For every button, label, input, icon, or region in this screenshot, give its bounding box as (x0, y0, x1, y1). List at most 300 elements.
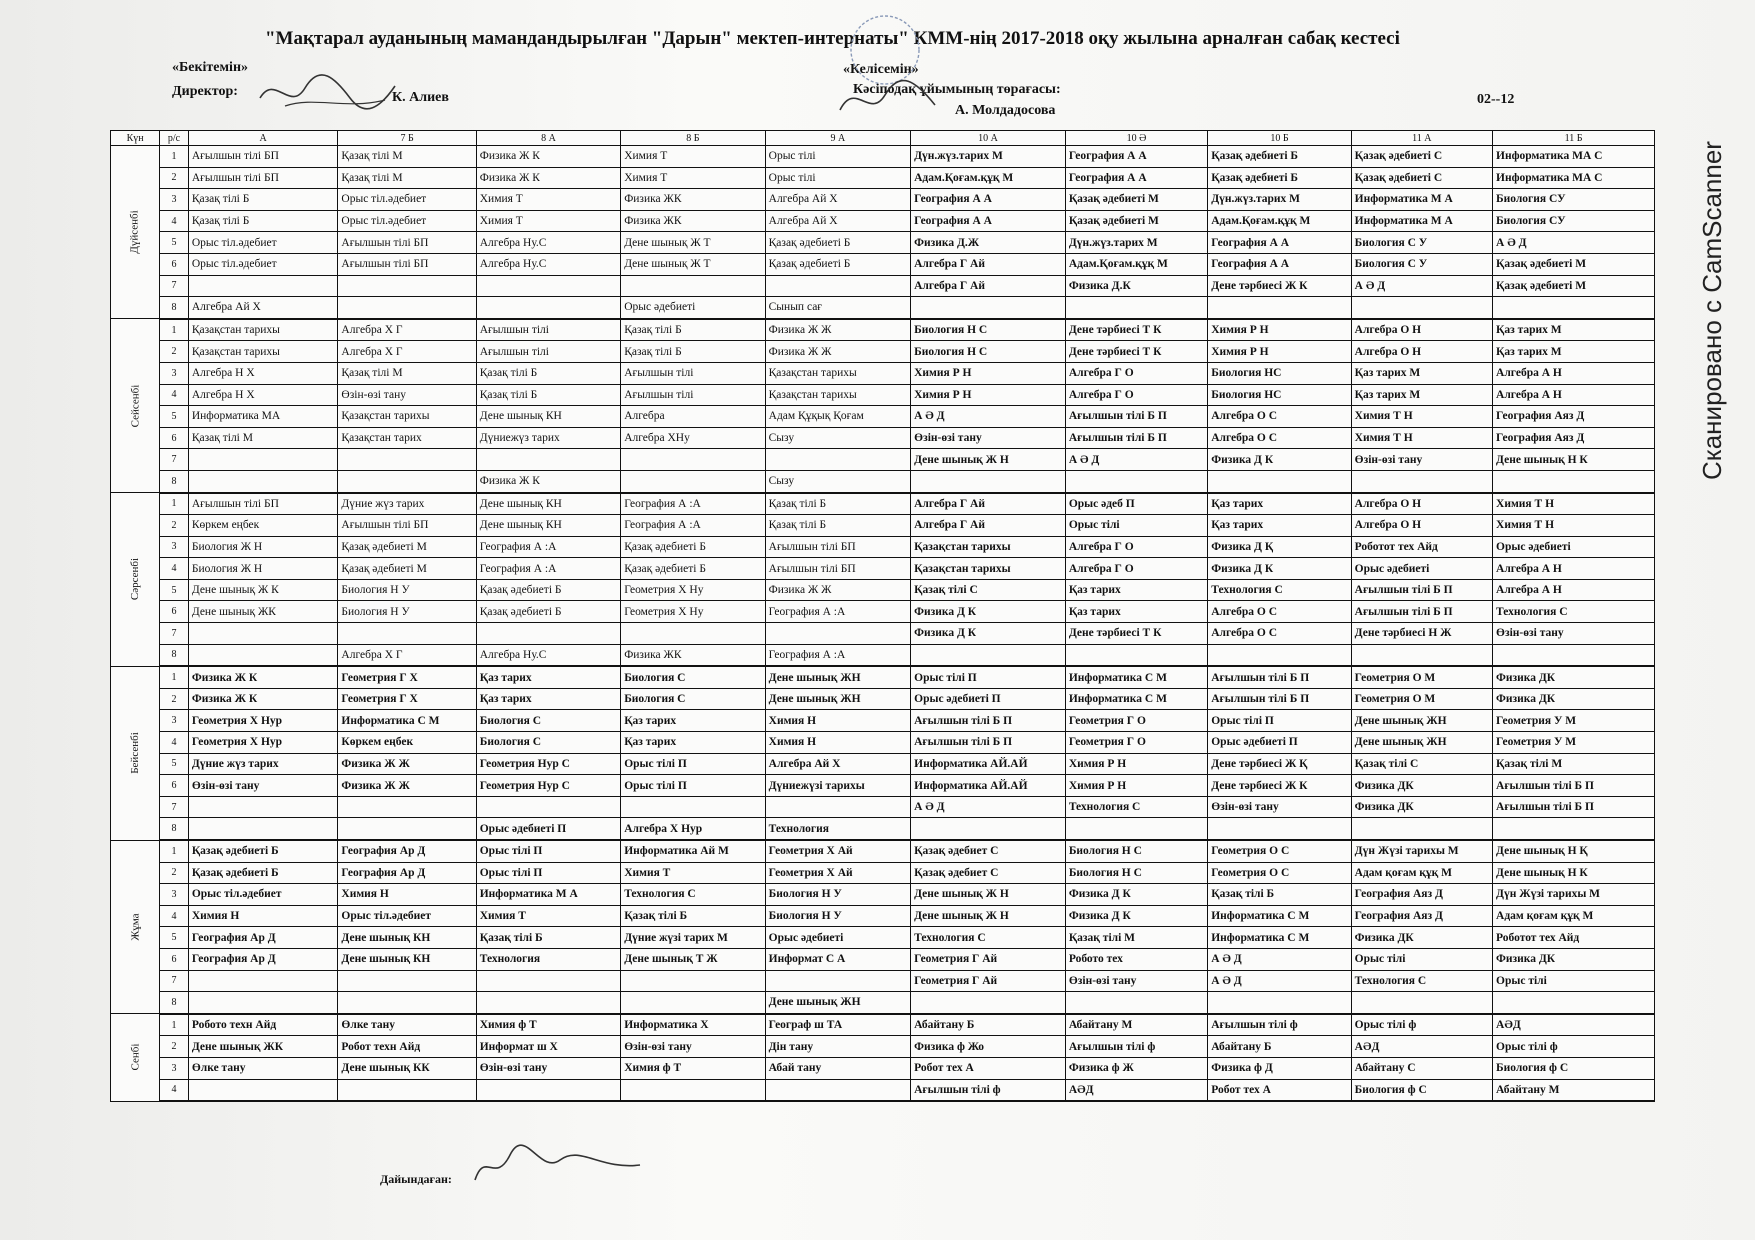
table-row (111, 579, 1655, 601)
lesson-cell: Алгебра Г О (1065, 384, 1207, 406)
lesson-cell: Биология Н У (765, 884, 910, 906)
lesson-cell: Орыс тіл.әдебиет (338, 210, 476, 232)
lesson-number: 4 (160, 210, 189, 232)
lesson-cell: Технология С (911, 927, 1066, 949)
lesson-cell: Физика Ж К (476, 167, 620, 189)
lesson-cell (188, 275, 338, 297)
camscanner-watermark: Сканировано с CamScanner (1697, 141, 1727, 480)
lesson-cell: Қазақ тілі С (911, 579, 1066, 601)
schedule-table (110, 130, 1655, 1102)
lesson-cell: Дене тәрбиесі Ж К (1208, 275, 1351, 297)
lesson-cell: Дене тәрбиесі Ж Қ (1208, 753, 1351, 775)
lesson-cell: Химия Р Н (1065, 753, 1207, 775)
lesson-cell: Алгебра Х Г (338, 319, 476, 341)
lesson-cell: Ағылшын тілі Б П (1065, 406, 1207, 428)
lesson-cell: Алгебра Г Ай (911, 275, 1066, 297)
lesson-cell: Биология НС (1208, 384, 1351, 406)
table-row (111, 210, 1655, 232)
lesson-cell (1493, 297, 1655, 319)
lesson-number: 2 (160, 167, 189, 189)
lesson-cell: Информатика С М (1065, 688, 1207, 710)
lesson-cell: Қазақстан тарихы (911, 536, 1066, 558)
table-row (111, 558, 1655, 580)
lesson-cell: Қазақ тілі М (338, 167, 476, 189)
lesson-cell: Химия ф Т (621, 1057, 765, 1079)
lesson-cell: Технология С (1493, 601, 1655, 623)
column-header: р/с (160, 131, 189, 146)
lesson-cell: Информатика С М (1208, 905, 1351, 927)
lesson-cell: Физика Ж К (188, 666, 338, 688)
lesson-number: 7 (160, 970, 189, 992)
lesson-cell: Информатика М А (476, 884, 620, 906)
table-row (111, 884, 1655, 906)
lesson-cell: Информатика С М (1065, 666, 1207, 688)
lesson-cell: Геометрия Х Нур (188, 710, 338, 732)
lesson-cell: Қазақ әдебиеті Б (765, 232, 910, 254)
lesson-cell: Орыс әдебиеті (1493, 536, 1655, 558)
table-row (111, 753, 1655, 775)
lesson-cell: Сызу (765, 427, 910, 449)
lesson-cell: Қазақ әдебиеті М (338, 536, 476, 558)
lesson-cell: Ағылшын тілі БП (765, 558, 910, 580)
lesson-cell: География Аяз Д (1493, 406, 1655, 428)
lesson-cell (621, 970, 765, 992)
lesson-number: 7 (160, 275, 189, 297)
lesson-cell: Информатика М А (1351, 189, 1492, 211)
lesson-cell: Химия Т (476, 189, 620, 211)
column-header: 10 Ә (1065, 131, 1207, 146)
lesson-cell (338, 796, 476, 818)
lesson-cell: Қазақ тілі М (338, 146, 476, 168)
lesson-cell: Қазақ әдебиеті М (1065, 189, 1207, 211)
lesson-cell: Биология Н У (338, 601, 476, 623)
lesson-cell: Көркем еңбек (338, 732, 476, 754)
lesson-number: 2 (160, 515, 189, 537)
table-row (111, 536, 1655, 558)
lesson-cell: Химия Т (476, 905, 620, 927)
lesson-cell: Химия ф Т (476, 1014, 620, 1036)
lesson-cell: Химия Р Н (911, 362, 1066, 384)
lesson-cell: А Ә Д (1351, 275, 1492, 297)
lesson-cell: Геометрия Х Нур (188, 732, 338, 754)
lesson-cell: А Ә Д (1208, 970, 1351, 992)
lesson-cell: Қаз тарих (1065, 601, 1207, 623)
lesson-cell: Қазақ әдебиеті Б (188, 840, 338, 862)
lesson-cell: Абайтану М (1493, 1079, 1655, 1101)
lesson-cell: Дүн Жүзі тарихы М (1351, 840, 1492, 862)
lesson-cell: Орыс әдебиеті (1351, 558, 1492, 580)
lesson-cell: А Ә Д (1208, 948, 1351, 970)
lesson-cell: Қазақ әдебиет С (911, 840, 1066, 862)
approval-label: «Бекітемін» (172, 60, 249, 75)
lesson-cell: Орыс тілі П (476, 840, 620, 862)
lesson-cell: Қазақ тілі Б (476, 384, 620, 406)
lesson-cell: Ағылшын тілі БП (765, 536, 910, 558)
lesson-cell: Химия Т Н (1493, 515, 1655, 537)
lesson-cell: Алгебра Н Х (188, 384, 338, 406)
lesson-cell: Информатика МА С (1493, 146, 1655, 168)
lesson-cell: Дене шынық ЖН (1351, 710, 1492, 732)
lesson-cell: Биология С У (1351, 253, 1492, 275)
table-row (111, 666, 1655, 688)
lesson-cell: Химия Р Н (1208, 319, 1351, 341)
lesson-cell: Информатика М А (1351, 210, 1492, 232)
table-row (111, 1079, 1655, 1101)
lesson-cell: Өлке тану (188, 1057, 338, 1079)
lesson-cell (621, 449, 765, 471)
lesson-cell: Қаз тарих М (1351, 384, 1492, 406)
lesson-cell (765, 796, 910, 818)
lesson-cell: Қаз тарих М (1351, 362, 1492, 384)
lesson-cell: Геометрия Г Ай (911, 970, 1066, 992)
lesson-cell: Геометрия Нур С (476, 775, 620, 797)
lesson-cell: Орыс тілі П (476, 862, 620, 884)
lesson-cell (188, 818, 338, 840)
table-row (111, 905, 1655, 927)
lesson-cell (1065, 297, 1207, 319)
lesson-cell: Физика ДК (1351, 796, 1492, 818)
lesson-cell: Дене шынық Ж Т (621, 253, 765, 275)
lesson-cell (476, 297, 620, 319)
lesson-cell: Физика Ж Ж (338, 753, 476, 775)
lesson-cell: Дүн.жүз.тарих М (911, 146, 1066, 168)
lesson-number: 8 (160, 470, 189, 492)
lesson-cell: Физика ф Ж (1065, 1057, 1207, 1079)
lesson-cell: Абайтану С (1351, 1057, 1492, 1079)
lesson-cell: Сынып сағ (765, 297, 910, 319)
day-label: Бейсенбі (111, 666, 160, 840)
lesson-cell: Дене шынық КН (338, 948, 476, 970)
lesson-cell: АӘД (1493, 1014, 1655, 1036)
table-row (111, 601, 1655, 623)
lesson-cell: Биология ф С (1493, 1057, 1655, 1079)
lesson-cell: Физика Д К (1208, 558, 1351, 580)
lesson-cell: Дүниежүзі тарихы (765, 775, 910, 797)
lesson-cell: Химия Т Н (1493, 493, 1655, 515)
lesson-cell: Қазақ әдебиеті Б (621, 558, 765, 580)
lesson-cell: Физика ДК (1351, 775, 1492, 797)
column-header: А (188, 131, 338, 146)
lesson-cell: Химия Н (765, 710, 910, 732)
lesson-cell: Орыс тілі (1493, 970, 1655, 992)
lesson-cell: Ағылшын тілі БП (188, 146, 338, 168)
lesson-cell: Биология С (621, 666, 765, 688)
lesson-cell: Орыс тілі П (911, 666, 1066, 688)
table-row (111, 775, 1655, 797)
lesson-cell: Дүн Жүзі тарихы М (1493, 884, 1655, 906)
lesson-number: 4 (160, 732, 189, 754)
lesson-cell (1208, 644, 1351, 666)
lesson-cell: Робот тех А (911, 1057, 1066, 1079)
lesson-cell: Қазақ әдебиеті Б (621, 536, 765, 558)
lesson-cell (188, 449, 338, 471)
lesson-cell: Орыс тілі (765, 146, 910, 168)
lesson-cell: Орыс тілі ф (1351, 1014, 1492, 1036)
lesson-number: 5 (160, 927, 189, 949)
lesson-cell: Биология СУ (1493, 210, 1655, 232)
lesson-cell: Биология Ж Н (188, 558, 338, 580)
lesson-cell (765, 275, 910, 297)
lesson-cell: Химия Р Н (1065, 775, 1207, 797)
lesson-cell: Өзін-өзі тану (1351, 449, 1492, 471)
lesson-cell: География Ар Д (338, 840, 476, 862)
director-signature (255, 68, 405, 118)
lesson-cell: Қазақ әдебиеті М (1065, 210, 1207, 232)
lesson-cell: Алгебра Г Ай (911, 493, 1066, 515)
lesson-cell: Геометрия Х Ну (621, 579, 765, 601)
lesson-cell: Орыс тілі П (621, 753, 765, 775)
table-row (111, 275, 1655, 297)
lesson-cell: Көркем еңбек (188, 515, 338, 537)
day-label: Сенбі (111, 1014, 160, 1101)
lesson-cell: Орыс тіл.әдебиет (188, 232, 338, 254)
lesson-cell: Физика ф Д (1208, 1057, 1351, 1079)
lesson-cell: Қаз тарих (1065, 579, 1207, 601)
lesson-cell: Геометрия Г О (1065, 710, 1207, 732)
lesson-cell: Алгебра А Н (1493, 384, 1655, 406)
table-row (111, 167, 1655, 189)
lesson-cell: Ағылшын тілі Б П (911, 710, 1066, 732)
lesson-cell (1351, 992, 1492, 1014)
lesson-cell (338, 992, 476, 1014)
lesson-number: 4 (160, 558, 189, 580)
lesson-cell: Геометрия О С (1208, 840, 1351, 862)
lesson-cell: Өзін-өзі тану (476, 1057, 620, 1079)
lesson-cell: Биология С У (1351, 232, 1492, 254)
lesson-cell: Дене шынық Н К (1493, 862, 1655, 884)
lesson-cell: Геометрия Г О (1065, 732, 1207, 754)
lesson-cell: Дене шынық КН (476, 493, 620, 515)
lesson-cell: Қаз тарих (1208, 515, 1351, 537)
agreed-label: «Келісемін» (843, 62, 919, 77)
lesson-cell: А Ә Д (911, 406, 1066, 428)
lesson-number: 8 (160, 992, 189, 1014)
lesson-cell: Қазақ тілі Б (188, 210, 338, 232)
lesson-cell: Робото тех (1065, 948, 1207, 970)
lesson-cell: Робот тех А (1208, 1079, 1351, 1101)
lesson-number: 2 (160, 688, 189, 710)
lesson-cell: Информатика Ай М (621, 840, 765, 862)
lesson-cell: Дене шынық ЖН (765, 992, 910, 1014)
lesson-cell: Орыс тілі (1065, 515, 1207, 537)
lesson-cell (188, 644, 338, 666)
document-title: "Мақтарал ауданының мамандандырылған "Дарын" мектеп-интернаты" КММ-нің 2017-2018 оқу жылына арналған сабақ кестесі (265, 28, 1400, 49)
lesson-cell: Ағылшын тілі БП (338, 253, 476, 275)
lesson-cell (765, 1079, 910, 1101)
lesson-cell: География А А (911, 210, 1066, 232)
table-row (111, 493, 1655, 515)
lesson-cell: География Аяз Д (1351, 905, 1492, 927)
table-row (111, 449, 1655, 471)
lesson-cell (1208, 818, 1351, 840)
lesson-number: 5 (160, 406, 189, 428)
lesson-cell: Физика Д К (1065, 884, 1207, 906)
table-row (111, 862, 1655, 884)
table-row (111, 840, 1655, 862)
lesson-cell: Дене шынық КК (338, 1057, 476, 1079)
lesson-cell (911, 470, 1066, 492)
table-row (111, 796, 1655, 818)
lesson-cell (1065, 644, 1207, 666)
lesson-cell: Өлке тану (338, 1014, 476, 1036)
lesson-cell: Дүниежүз тарих (476, 427, 620, 449)
lesson-cell: География А А (1208, 253, 1351, 275)
lesson-cell (911, 297, 1066, 319)
lesson-cell (1351, 297, 1492, 319)
lesson-cell: Алгебра О С (1208, 601, 1351, 623)
lesson-cell: Қазақ тілі М (1493, 753, 1655, 775)
lesson-cell: А Ә Д (1493, 232, 1655, 254)
lesson-cell: Информатика С М (338, 710, 476, 732)
lesson-cell: Алгебра Х Г (338, 644, 476, 666)
day-label: Жұма (111, 840, 160, 1014)
lesson-cell: Физика Д.К (1065, 275, 1207, 297)
lesson-cell (188, 623, 338, 645)
lesson-cell: Геометрия О М (1351, 688, 1492, 710)
table-row (111, 515, 1655, 537)
lesson-cell: Физика ДК (1493, 666, 1655, 688)
lesson-cell: Химия Т (621, 167, 765, 189)
lesson-cell: Қазақ тілі С (1351, 753, 1492, 775)
lesson-cell: Қазақ тілі Б (188, 189, 338, 211)
lesson-cell: Информатика МА (188, 406, 338, 428)
lesson-cell: Орыс әдебиеті П (476, 818, 620, 840)
table-row (111, 948, 1655, 970)
lesson-cell: Қазақстан тарихы (338, 406, 476, 428)
lesson-cell: Алгебра Ну.С (476, 232, 620, 254)
lesson-cell: Қазақ әдебиеті С (1351, 146, 1492, 168)
lesson-cell (338, 623, 476, 645)
lesson-cell: Физика Д К (1065, 905, 1207, 927)
lesson-cell: Өзін-өзі тану (338, 384, 476, 406)
lesson-cell: Қазақстан тарих (338, 427, 476, 449)
lesson-cell: Информатика АЙ.АЙ (911, 753, 1066, 775)
lesson-cell (476, 623, 620, 645)
lesson-cell: Геометрия Х Ай (765, 840, 910, 862)
lesson-cell: Қазақ тілі Б (765, 515, 910, 537)
lesson-cell: Геометрия О М (1351, 666, 1492, 688)
lesson-cell: Қазақ әдебиеті Б (188, 862, 338, 884)
lesson-cell (621, 796, 765, 818)
lesson-number: 6 (160, 775, 189, 797)
lesson-cell: Физика Д К (911, 601, 1066, 623)
lesson-cell (1493, 644, 1655, 666)
lesson-number: 3 (160, 1057, 189, 1079)
lesson-cell: Ағылшын тілі БП (338, 515, 476, 537)
lesson-cell: Алгебра О С (1208, 623, 1351, 645)
lesson-cell: Абай тану (765, 1057, 910, 1079)
lesson-cell: Адам Құқық Қоғам (765, 406, 910, 428)
lesson-cell: Қаз тарих М (1493, 341, 1655, 363)
director-label: Директор: (172, 84, 238, 99)
lesson-cell: Физика Д Қ (1208, 536, 1351, 558)
table-row (111, 297, 1655, 319)
lesson-cell: Дүн.жүз.тарих М (1208, 189, 1351, 211)
lesson-cell: География Ар Д (338, 862, 476, 884)
lesson-cell: Биология Н С (911, 341, 1066, 363)
lesson-cell: Дүние жүзі тарих М (621, 927, 765, 949)
table-row (111, 253, 1655, 275)
lesson-cell: Роботот тех Айд (1493, 927, 1655, 949)
lesson-cell: Ағылшын тілі (476, 319, 620, 341)
lesson-cell: Физика Ж Ж (765, 341, 910, 363)
lesson-cell: Қазақ тілі М (188, 427, 338, 449)
lesson-cell (1351, 818, 1492, 840)
lesson-number: 2 (160, 341, 189, 363)
lesson-cell: Қазақ тілі Б (621, 319, 765, 341)
table-row (111, 1014, 1655, 1036)
lesson-cell: Алгебра Ну.С (476, 253, 620, 275)
lesson-cell: Дене шынық КН (338, 927, 476, 949)
lesson-cell: Ағылшын тілі БП (188, 493, 338, 515)
lesson-number: 8 (160, 644, 189, 666)
lesson-cell: Биология СУ (1493, 189, 1655, 211)
lesson-cell (338, 275, 476, 297)
lesson-cell: Дін тану (765, 1036, 910, 1058)
lesson-cell: Физика ЖК (621, 189, 765, 211)
lesson-cell: Ағылшын тілі Б П (1351, 579, 1492, 601)
lesson-cell (911, 644, 1066, 666)
lesson-cell (765, 449, 910, 471)
lesson-cell: Адам.Қоғам.құқ М (911, 167, 1066, 189)
lesson-number: 6 (160, 427, 189, 449)
lesson-cell: Орыс тіл.әдебиет (338, 905, 476, 927)
lesson-cell (911, 818, 1066, 840)
lesson-cell: Қаз тарих (476, 688, 620, 710)
lesson-cell: Дене шынық Ж Н (911, 905, 1066, 927)
lesson-cell (1208, 470, 1351, 492)
preparer-signature (470, 1140, 650, 1190)
table-row (111, 970, 1655, 992)
lesson-cell: Өзін-өзі тану (1208, 796, 1351, 818)
lesson-cell: Химия Р Н (911, 384, 1066, 406)
lesson-cell: Физика ДК (1351, 927, 1492, 949)
column-header: 7 Б (338, 131, 476, 146)
lesson-cell: Биология Н С (1065, 840, 1207, 862)
lesson-cell: Биология С (476, 710, 620, 732)
lesson-cell (338, 818, 476, 840)
lesson-cell: География А А (1065, 146, 1207, 168)
table-header-row (111, 131, 1655, 146)
lesson-number: 2 (160, 862, 189, 884)
lesson-cell: Информат С А (765, 948, 910, 970)
lesson-cell: Дүние жүз тарих (338, 493, 476, 515)
lesson-cell: Биология Н У (765, 905, 910, 927)
lesson-cell (1351, 470, 1492, 492)
lesson-cell: География Ар Д (188, 948, 338, 970)
lesson-cell: Технология С (1065, 796, 1207, 818)
lesson-cell: Ағылшын тілі (621, 384, 765, 406)
lesson-cell (338, 1079, 476, 1101)
lesson-cell: Геометрия О С (1208, 862, 1351, 884)
day-label: Сәрсенбі (111, 493, 160, 667)
lesson-cell: Абайтану М (1065, 1014, 1207, 1036)
lesson-cell: Алгебра ХНу (621, 427, 765, 449)
lesson-cell: Өзін-өзі тану (1493, 623, 1655, 645)
lesson-cell: Информатика Х (621, 1014, 765, 1036)
lesson-cell: Алгебра А Н (1493, 362, 1655, 384)
lesson-cell: Қазақ әдебиеті Б (1208, 146, 1351, 168)
lesson-cell: Геометрия Г Х (338, 666, 476, 688)
table-row (111, 341, 1655, 363)
lesson-cell: Информатика МА С (1493, 167, 1655, 189)
lesson-cell (338, 970, 476, 992)
lesson-cell: Дене тәрбиесі Н Ж (1351, 623, 1492, 645)
lesson-number: 5 (160, 579, 189, 601)
lesson-cell: Робот техн Айд (338, 1036, 476, 1058)
lesson-cell: Адам.Қоғам.құқ М (1208, 210, 1351, 232)
table-row (111, 427, 1655, 449)
